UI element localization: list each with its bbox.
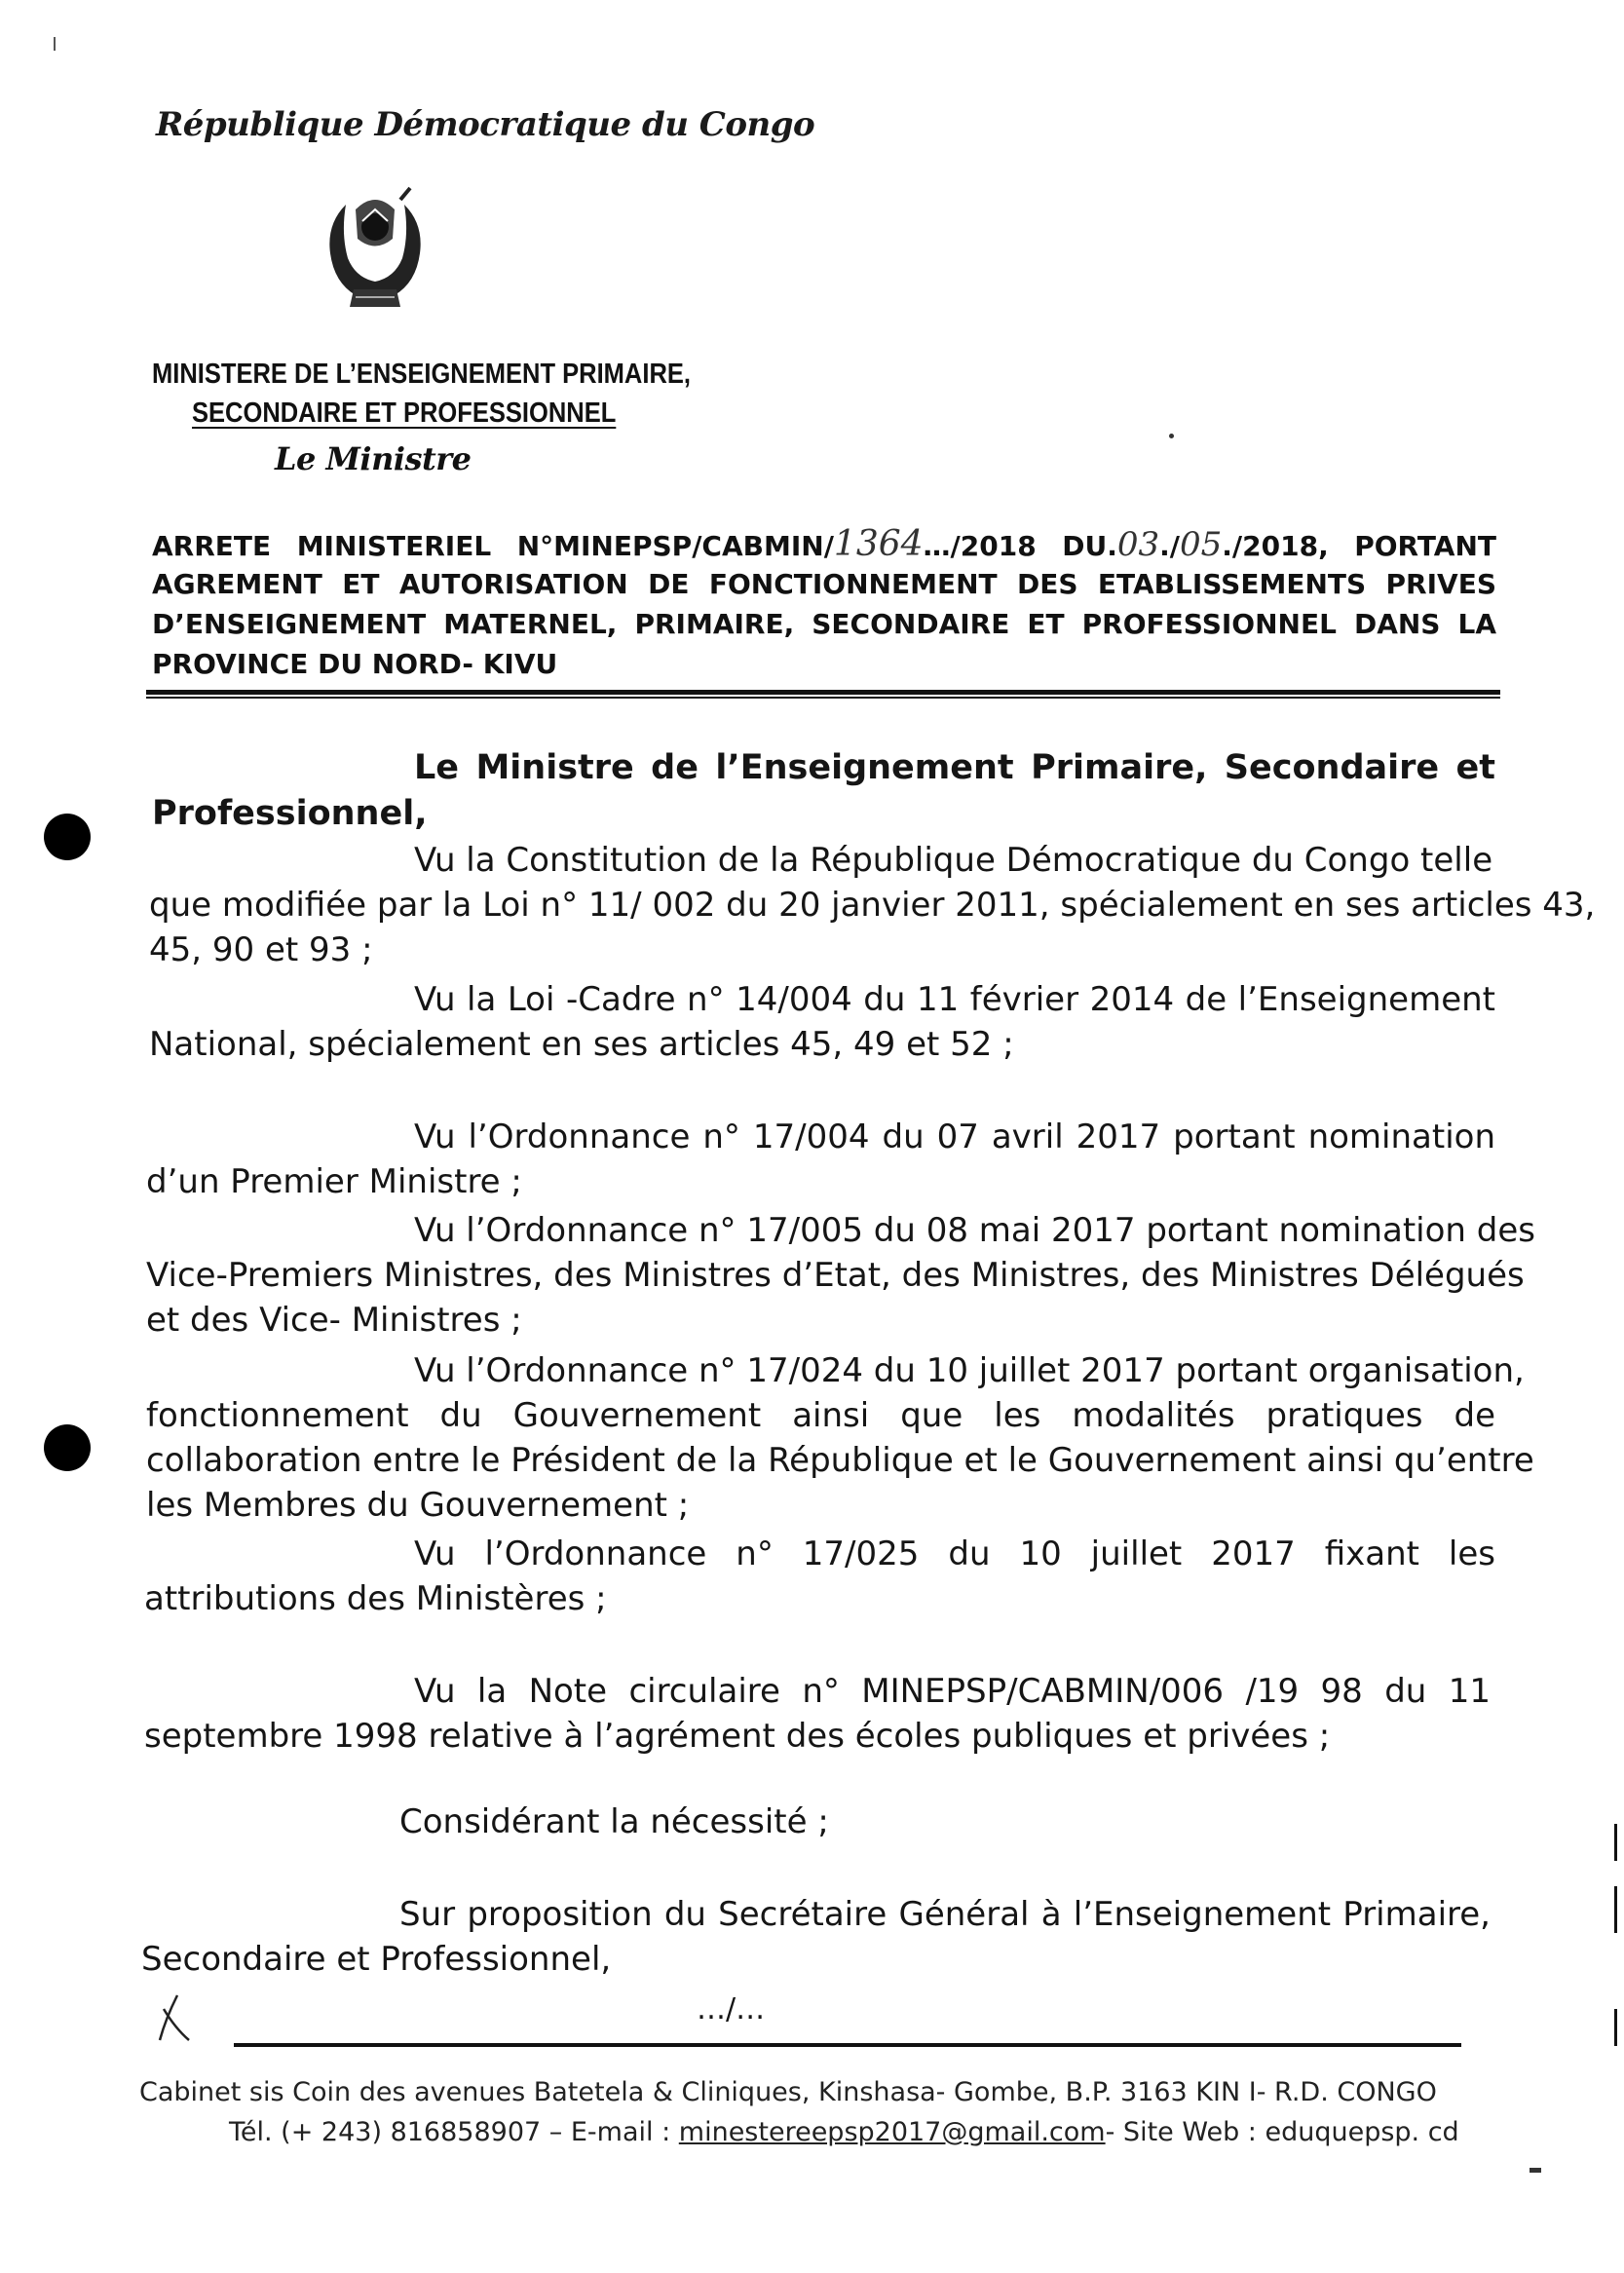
note-line1: Vu la Note circulaire n° MINEPSP/CABMIN/006 /19 98 du 11 (414, 1672, 1491, 1711)
arrete-date (1062, 525, 1328, 566)
title-double-rule (146, 690, 1500, 699)
loi-cadre-line1: Vu la Loi -Cadre n° 14/004 du 11 février 2014 de l’Enseignement (414, 980, 1495, 1019)
arrete-date-year: /2018, (1231, 530, 1329, 562)
arrete-date-sep2: / (1169, 530, 1180, 562)
note-line2: septembre 1998 relative à l’agrément des écoles publiques et privées ; (144, 1717, 1331, 1756)
constitution-line2: que modifiée par la Loi n° 11/ 002 du 20 janvier 2011, spécialement en ses articles 43, (149, 886, 1596, 925)
arrete-number-prefix: N°MINEPSP/CABMIN/ (516, 530, 834, 562)
ord-025-line1: Vu l’Ordonnance n° 17/025 du 10 juillet 2017 fixant les (414, 1534, 1495, 1573)
continuation-marker: …/… (697, 1992, 766, 2027)
footer-rule (234, 2043, 1461, 2047)
corner-tick-mark (54, 37, 56, 51)
ord-024-line2: fonctionnement du Gouvernement ainsi que les modalités pratiques de (146, 1396, 1495, 1435)
bottom-right-speck (1530, 2168, 1541, 2173)
footer-contact (229, 2117, 1459, 2147)
ord-004-line1: Vu l’Ordonnance n° 17/004 du 07 avril 2017 portant nomination (414, 1118, 1495, 1156)
ord-004-line2: d’un Premier Ministre ; (146, 1162, 522, 1201)
considerant-line: Considérant la nécessité ; (399, 1802, 829, 1841)
ord-005-line1: Vu l’Ordonnance n° 17/005 du 08 mai 2017 portant nomination des (414, 1211, 1535, 1250)
handwritten-number: 1364 (833, 524, 924, 564)
arrete-number-suffix: …/2018 (923, 530, 1037, 562)
coat-of-arms-emblem (317, 180, 434, 317)
ord-024-line3: collaboration entre le Président de la République et le Gouvernement ainsi qu’entre (146, 1441, 1534, 1480)
arrete-date-sep1: . (1159, 530, 1170, 562)
arrete-date-prefix: DU. (1062, 530, 1117, 562)
arrete-title-line4: PROVINCE DU NORD- KIVU (152, 648, 558, 680)
arrete-title-line1 (152, 524, 1496, 566)
arrete-date-sep3: . (1222, 530, 1232, 562)
republic-heading: République Démocratique du Congo (156, 105, 815, 144)
margin-edge-mark3 (1614, 2009, 1617, 2046)
proposition-line2: Secondaire et Professionnel, (141, 1940, 612, 1979)
margin-edge-mark1 (1614, 1824, 1617, 1861)
arrete-title-line3: D’ENSEIGNEMENT MATERNEL, PRIMAIRE, SECONDAIRE ET PROFESSIONNEL DANS LA (152, 608, 1496, 640)
arrete-word-arrete: ARRETE (152, 530, 272, 562)
arrete-title-line2: AGREMENT ET AUTORISATION DE FONCTIONNEMENT DES ETABLISSEMENTS PRIVES (152, 568, 1496, 600)
margin-edge-mark2 (1614, 1886, 1617, 1933)
arrete-word-portant: PORTANT (1354, 530, 1496, 562)
ministry-name-line2: SECONDAIRE ET PROFESSIONNEL (192, 398, 617, 429)
constitution-line3: 45, 90 et 93 ; (149, 930, 373, 969)
footer-tel: Tél. (+ 243) 816858907 – E-mail : (229, 2117, 671, 2147)
punch-hole-top (44, 814, 91, 860)
ord-005-line2: Vice-Premiers Ministres, des Ministres d’Etat, des Ministres, des Ministres Délégués (146, 1256, 1525, 1295)
arrete-word-ministeriel: MINISTERIEL (296, 530, 492, 562)
footer-site: - Site Web : eduquepsp. cd (1105, 2117, 1459, 2147)
arrete-number (517, 524, 1037, 566)
ministry-name-line1: MINISTERE DE L’ENSEIGNEMENT PRIMAIRE, (152, 359, 691, 390)
handwritten-day: 03 (1116, 525, 1160, 564)
intro-line2: Professionnel, (152, 794, 428, 833)
constitution-line1: Vu la Constitution de la République Démocratique du Congo telle (414, 841, 1493, 880)
ord-024-line4: les Membres du Gouvernement ; (146, 1486, 690, 1525)
stray-dot (1169, 434, 1174, 438)
intro-text: Le Ministre de l’Enseignement Primaire, Secondaire et (414, 748, 1495, 787)
proposition-line1: Sur proposition du Secrétaire Général à l’Enseignement Primaire, (399, 1895, 1491, 1934)
intro-line1 (414, 745, 1495, 790)
ord-024-line1: Vu l’Ordonnance n° 17/024 du 10 juillet 2017 portant organisation, (414, 1351, 1525, 1390)
loi-cadre-line2: National, spécialement en ses articles 45, 49 et 52 ; (149, 1025, 1014, 1064)
footer-address: Cabinet sis Coin des avenues Batetela & Cliniques, Kinshasa- Gombe, B.P. 3163 KIN I- R.D. CONGO (139, 2077, 1437, 2107)
punch-hole-bottom (44, 1424, 91, 1471)
minister-title: Le Ministre (275, 440, 472, 477)
handwritten-month: 05 (1180, 525, 1223, 564)
footer-email-link[interactable]: minestereepsp2017@gmail.com (678, 2117, 1106, 2147)
handwritten-initials-mark (156, 1989, 195, 2048)
ord-005-line3: et des Vice- Ministres ; (146, 1301, 522, 1340)
ord-025-line2: attributions des Ministères ; (144, 1579, 607, 1618)
